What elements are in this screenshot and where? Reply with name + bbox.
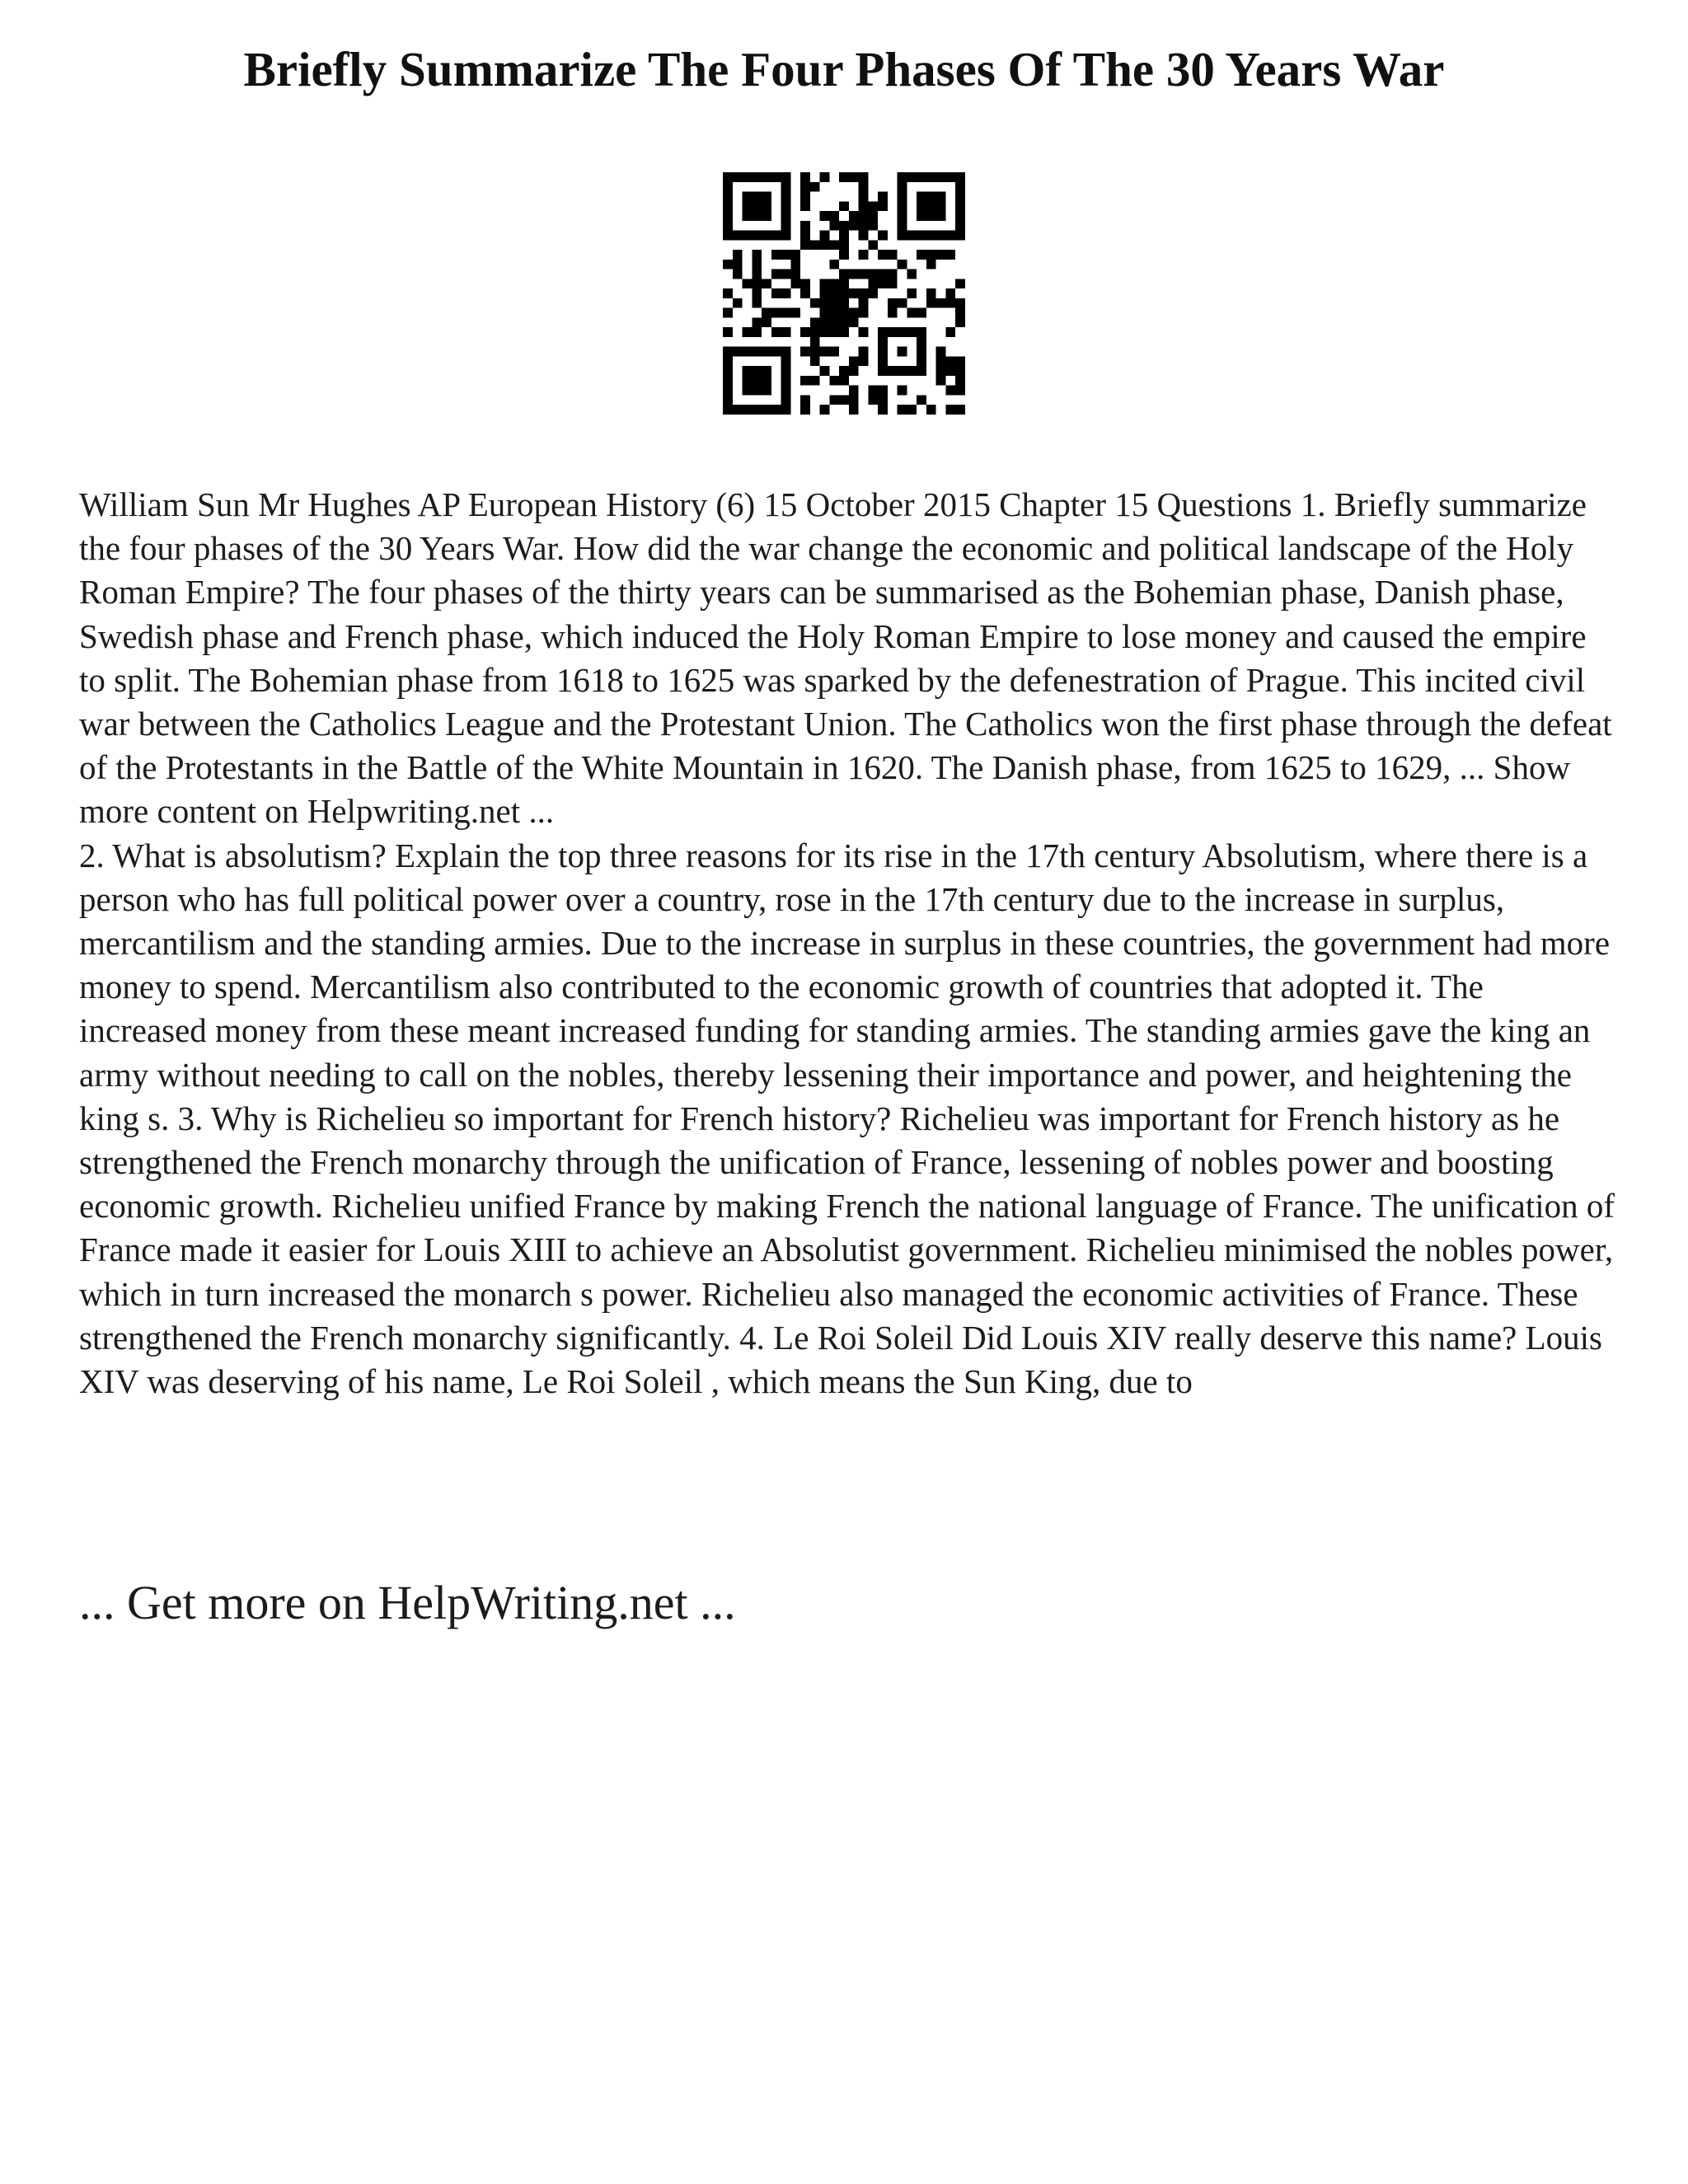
qr-module: [752, 260, 762, 269]
qr-module: [868, 221, 878, 231]
qr-module: [878, 250, 888, 260]
qr-module: [781, 288, 791, 298]
qr-module: [936, 347, 946, 357]
qr-module: [839, 279, 849, 288]
qr-module: [829, 279, 839, 288]
qr-module: [810, 337, 820, 347]
qr-module: [926, 288, 936, 298]
paragraph-2: 2. What is absolutism? Explain the top three reasons for its rise in the 17th century Absolutism, where there is a person who has full political power over a country, rose in the 17th century due to the increase in surplus, mercantilism and the standing armies. Due to the increase in surplus in these countries, the government had more money to spend. Mercantilism also contributed to the economic growth of countries that adopted it. The increased money from these meant increased funding for standing armies. The standing armies gave the king an army without needing to call on the nobles, thereby lessening their importance and power, and heightening the king s. 3. Why is Richelieu so important for French history? Richelieu was important for French history as he strengthened the French monarchy through the unification of France, lessening of nobles power and boosting economic growth. Richelieu unified France by making French the national language of France. The unification of France made it easier for Louis XIII to achieve an Absolutist government. Richelieu minimised the nobles power, which in turn increased the monarch s power. Richelieu also managed the economic activities of France. These strengthened the French monarchy significantly. 4. Le Roi Soleil Did Louis XIV really deserve this name? Louis XIV was deserving of his name, Le Roi Soleil , which means the Sun King, due to: [79, 836, 1615, 1401]
qr-module: [820, 347, 830, 357]
qr-module: [868, 201, 878, 211]
qr-module: [820, 211, 830, 221]
qr-module: [733, 298, 743, 308]
qr-module: [771, 327, 781, 337]
qr-module: [829, 308, 839, 318]
qr-module: [752, 327, 762, 337]
qr-module: [790, 260, 800, 269]
qr-module: [800, 395, 810, 405]
qr-module: [859, 250, 869, 260]
qr-module: [936, 376, 946, 386]
qr-module: [829, 317, 839, 327]
qr-module: [771, 288, 781, 298]
qr-module: [800, 231, 810, 241]
qr-module: [820, 308, 830, 318]
qr-module: [810, 327, 820, 337]
qr-module: [955, 356, 965, 366]
qr-module: [945, 386, 955, 396]
qr-module: [800, 288, 810, 298]
qr-module: [839, 327, 849, 337]
qr-module: [898, 386, 907, 396]
qr-module: [723, 260, 733, 269]
qr-module: [859, 298, 869, 308]
get-more-link[interactable]: ... Get more on HelpWriting.net ...: [79, 1576, 736, 1629]
qr-module: [888, 279, 898, 288]
qr-module: [820, 317, 830, 327]
qr-module: [868, 211, 878, 221]
qr-module: [781, 327, 791, 337]
qr-module: [898, 298, 907, 308]
qr-module: [859, 347, 869, 357]
qr-module: [859, 288, 869, 298]
qr-module: [800, 182, 810, 192]
qr-module: [849, 221, 859, 231]
qr-module: [829, 240, 839, 250]
qr-module: [868, 395, 878, 405]
qr-module: [955, 366, 965, 376]
qr-module: [829, 211, 839, 221]
qr-module: [762, 308, 771, 318]
qr-module: [820, 231, 830, 241]
page-title: Briefly Summarize The Four Phases Of The 30 Years War: [243, 42, 1445, 96]
qr-module: [907, 405, 917, 415]
qr-module: [955, 376, 965, 386]
qr-module: [820, 288, 830, 298]
qr-module: [859, 327, 869, 337]
qr-module: [839, 288, 849, 298]
qr-module: [839, 250, 849, 260]
qr-module: [839, 366, 849, 376]
qr-module: [800, 172, 810, 182]
qr-module: [878, 269, 888, 279]
qr-module: [820, 327, 830, 337]
qr-module: [917, 395, 926, 405]
qr-module: [800, 405, 810, 415]
qr-module: [859, 201, 869, 211]
qr-code: [723, 172, 965, 415]
qr-module: [926, 250, 936, 260]
qr-module: [810, 317, 820, 327]
qr-module: [771, 250, 781, 260]
qr-module: [849, 211, 859, 221]
qr-module: [829, 376, 839, 386]
qr-module: [945, 298, 955, 308]
qr-module: [868, 279, 878, 288]
qr-module: [955, 308, 965, 318]
qr-module: [898, 260, 907, 269]
qr-code-icon: [723, 172, 965, 415]
qr-module: [849, 308, 859, 318]
qr-module: [888, 250, 898, 260]
qr-module: [752, 250, 762, 260]
paragraph-1: William Sun Mr Hughes AP European History (6) 15 October 2015 Chapter 15 Questions 1. Briefly summarize the four phases of the 30 Years War. How did the war change the economic and political landscape of the Holy Roman Empire? The four phases of the thirty years can be summarised as the Bohemian phase, Danish phase, Swedish phase and French phase, which induced the Holy Roman Empire to lose money and caused the empire to split. The Bohemian phase from 1618 to 1625 was sparked by the defenestration of Prague. This incited civil war between the Catholics League and the Protestant Union. The Catholics won the first phase through the defeat of the Protestants in the Battle of the White Mountain in 1620. The Danish phase, from 1625 to 1629, ... Show more content on Helpwriting.net ...: [79, 485, 1612, 831]
qr-module: [800, 201, 810, 211]
qr-module: [820, 405, 830, 415]
qr-module: [752, 279, 762, 288]
qr-module: [723, 327, 733, 337]
qr-module: [829, 327, 839, 337]
qr-module: [810, 240, 820, 250]
qr-module: [810, 376, 820, 386]
qr-module: [733, 269, 743, 279]
qr-module: [945, 366, 955, 376]
qr-module: [849, 356, 859, 366]
qr-module: [859, 182, 869, 192]
qr-module: [859, 211, 869, 221]
qr-module: [955, 317, 965, 327]
qr-module: [955, 298, 965, 308]
qr-module: [849, 269, 859, 279]
qr-module: [839, 269, 849, 279]
qr-module: [839, 317, 849, 327]
qr-module: [907, 269, 917, 279]
qr-module: [926, 298, 936, 308]
qr-module: [839, 298, 849, 308]
qr-module: [810, 298, 820, 308]
qr-module: [839, 201, 849, 211]
qr-module: [878, 201, 888, 211]
qr-module: [752, 298, 762, 308]
qr-module: [771, 269, 781, 279]
qr-module: [849, 366, 859, 376]
qr-module: [926, 260, 936, 269]
qr-module: [945, 288, 955, 298]
qr-module: [868, 288, 878, 298]
qr-module: [868, 386, 878, 396]
qr-module: [878, 395, 888, 405]
qr-module: [829, 260, 839, 269]
qr-module: [820, 298, 830, 308]
qr-module: [810, 347, 820, 357]
qr-module: [829, 298, 839, 308]
qr-module: [810, 356, 820, 366]
qr-module: [800, 347, 810, 357]
qr-module: [752, 269, 762, 279]
qr-module: [752, 317, 762, 327]
qr-module: [849, 288, 859, 298]
qr-module: [800, 327, 810, 337]
qr-module: [781, 269, 791, 279]
qr-module: [936, 298, 946, 308]
qr-module: [878, 405, 888, 415]
qr-module: [810, 182, 820, 192]
qr-module: [849, 386, 859, 396]
qr-module: [955, 405, 965, 415]
qr-module: [926, 405, 936, 415]
qr-module: [743, 279, 753, 288]
qr-module: [945, 327, 955, 337]
qr-module: [849, 405, 859, 415]
qr-module: [859, 356, 869, 366]
qr-module: [849, 317, 859, 327]
qr-module: [820, 366, 830, 376]
qr-module: [955, 279, 965, 288]
qr-module: [839, 376, 849, 386]
qr-module: [733, 250, 743, 260]
qr-module: [800, 279, 810, 288]
qr-module: [839, 231, 849, 241]
document-body: [79, 483, 1617, 1404]
qr-module: [790, 308, 800, 318]
qr-module: [878, 192, 888, 202]
qr-module: [955, 386, 965, 396]
qr-module: [839, 172, 849, 182]
qr-module: [839, 221, 849, 231]
qr-module: [771, 308, 781, 318]
qr-module: [752, 288, 762, 298]
qr-module: [800, 376, 810, 386]
qr-module: [820, 172, 830, 182]
qr-module: [762, 279, 771, 288]
qr-module: [868, 240, 878, 250]
qr-module: [820, 279, 830, 288]
qr-module: [888, 308, 898, 318]
qr-module: [829, 347, 839, 357]
qr-module: [945, 356, 955, 366]
qr-module: [762, 317, 771, 327]
qr-module: [859, 172, 869, 182]
qr-module: [781, 308, 791, 318]
qr-module: [888, 298, 898, 308]
qr-module: [859, 231, 869, 241]
qr-module: [723, 288, 733, 298]
qr-module: [888, 269, 898, 279]
qr-module: [878, 279, 888, 288]
qr-module: [878, 386, 888, 396]
qr-module: [733, 260, 743, 269]
qr-module: [907, 308, 917, 318]
qr-module: [917, 250, 926, 260]
qr-module: [790, 279, 800, 288]
qr-module: [829, 395, 839, 405]
qr-module: [945, 250, 955, 260]
qr-module: [849, 395, 859, 405]
qr-module: [829, 221, 839, 231]
qr-module: [898, 405, 907, 415]
qr-module: [820, 240, 830, 250]
qr-module: [790, 250, 800, 260]
qr-module: [829, 288, 839, 298]
qr-module: [936, 250, 946, 260]
qr-module: [936, 366, 946, 376]
qr-module: [800, 192, 810, 202]
qr-module: [907, 288, 917, 298]
qr-module: [800, 221, 810, 231]
qr-module: [859, 269, 869, 279]
qr-module: [945, 405, 955, 415]
qr-module: [839, 308, 849, 318]
qr-module: [743, 327, 753, 337]
qr-module: [859, 308, 869, 318]
qr-module: [859, 221, 869, 231]
qr-module: [839, 395, 849, 405]
qr-module: [859, 192, 869, 202]
qr-module: [868, 269, 878, 279]
qr-module: [849, 172, 859, 182]
qr-module: [800, 240, 810, 250]
qr-module: [723, 308, 733, 318]
qr-module: [936, 356, 946, 366]
qr-module: [839, 240, 849, 250]
qr-module: [790, 269, 800, 279]
qr-module: [917, 308, 926, 318]
qr-module: [878, 231, 888, 241]
qr-module: [781, 250, 791, 260]
